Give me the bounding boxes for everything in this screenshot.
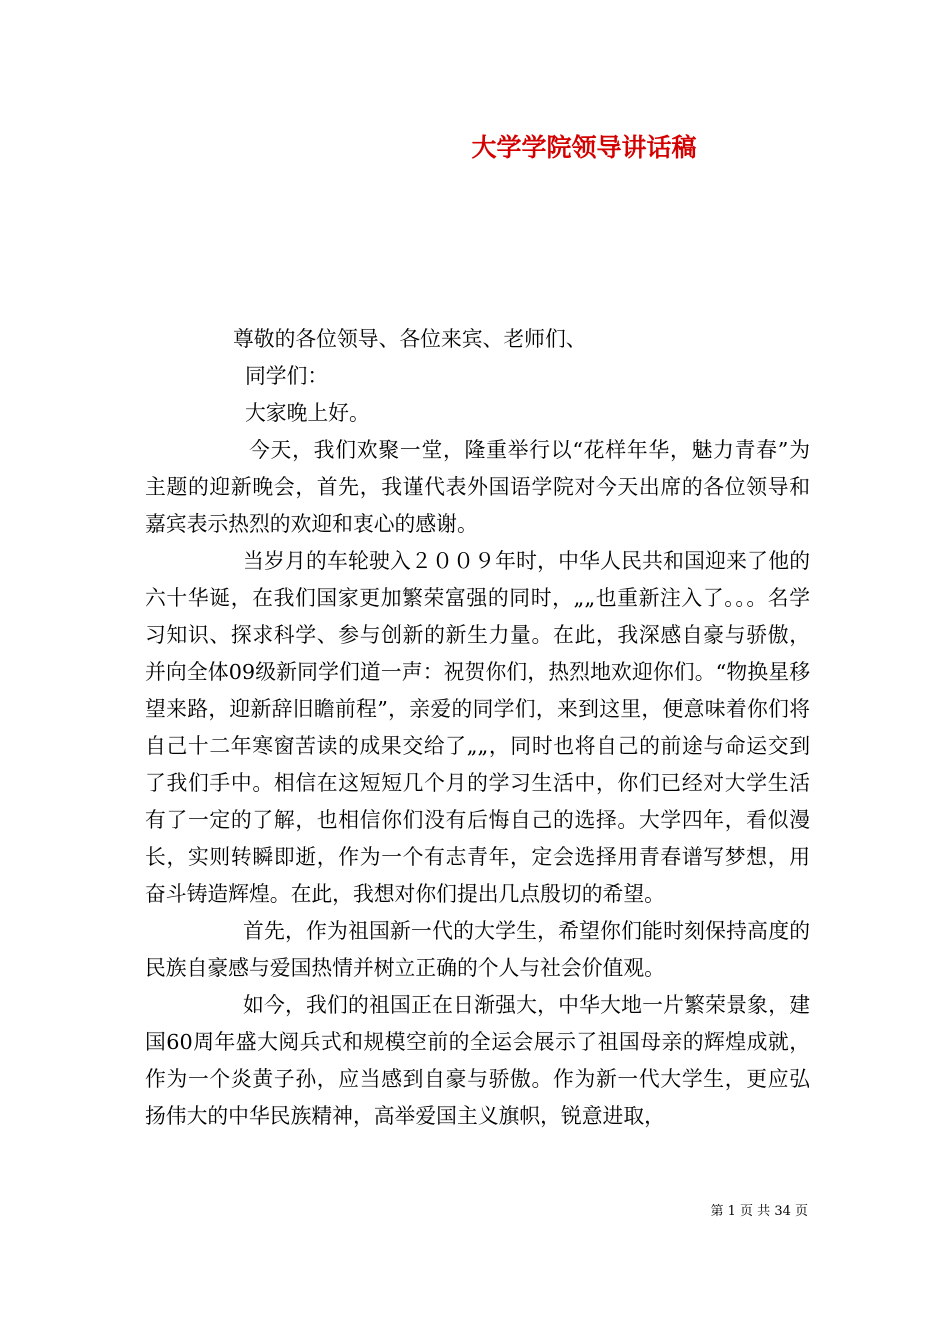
paragraph-welcome: 今天，我们欢聚一堂，隆重举行以“花样年华，魅力青春”为主题的迎新晚会，首先，我谨代表外国语学院对今天出席的各位领导和嘉宾表示热烈的欢迎和衷心的感谢。 bbox=[145, 438, 810, 536]
paragraph-anniversary: 当岁月的车轮驶入２００９年时，中华人民共和国迎来了他的六十华诞，在我们国家更加繁荣富强的同时，„„也重新注入了。。。名学习知识、探求科学、参与创新的新生力量。在此，我深感自豪与骄傲，并向全体09级新同学们道一声：祝贺你们，热烈地欢迎你们。“物换星移望来路，迎新辞旧瞻前程”，亲爱的同学们，来到这里，便意味着你们将自己十二年寒窗苦读的成果交给了„„，同时也将自己的前途与命运交到了我们手中。相信在这短短几个月的学习生活中，你们已经对大学生活有了一定的了解，也相信你们没有后悔自己的选择。大学四年，看似漫长，实则转瞬即逝，作为一个有志青年，定会选择用青春谱写梦想，用奋斗铸造辉煌。在此，我想对你们提出几点殷切的希望。 bbox=[145, 549, 810, 906]
paragraph-motherland: 如今，我们的祖国正在日渐强大，中华大地一片繁荣景象，建国60周年盛大阅兵式和规模空前的全运会展示了祖国母亲的辉煌成就，作为一个炎黄子孙，应当感到自豪与骄傲。作为新一代大学生，更应弘扬伟大的中华民族精神，高举爱国主义旗帜，锐意进取， bbox=[145, 993, 810, 1128]
salutation-students: 同学们： bbox=[245, 364, 329, 388]
document-title: 大学学院领导讲话稿 bbox=[471, 133, 697, 162]
document-body bbox=[145, 321, 810, 1135]
salutation-line: 尊敬的各位领导、各位来宾、老师们、 bbox=[233, 327, 587, 351]
page-number-footer: 第 1 页 共 34 页 bbox=[710, 1204, 808, 1219]
paragraph-first-hope: 首先，作为祖国新一代的大学生，希望你们能时刻保持高度的民族自豪感与爱国热情并树立正确的个人与社会价值观。 bbox=[145, 919, 810, 980]
greeting-line: 大家晚上好。 bbox=[245, 401, 370, 425]
